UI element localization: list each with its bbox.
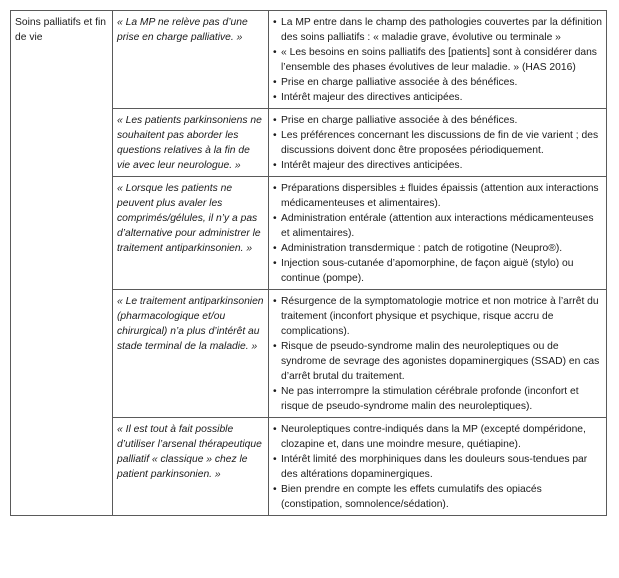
topic-cell: Soins palliatifs et fin de vie xyxy=(11,11,113,516)
list-item: • Intérêt majeur des directives anticipées. xyxy=(273,90,602,105)
list-item: • Les préférences concernant les discussions de fin de vie varient ; des discussions doivent donc être proposées périodiquement. xyxy=(273,128,602,158)
response-cell xyxy=(269,109,607,177)
response-cell xyxy=(269,290,607,418)
list-item: • Préparations dispersibles ± fluides épaissis (attention aux interactions médicamenteuses et alimentaires). xyxy=(273,181,602,211)
response-list xyxy=(273,422,602,512)
response-cell xyxy=(269,177,607,290)
response-list xyxy=(273,113,602,173)
list-item: • Bien prendre en compte les effets cumulatifs des opiacés (constipation, somnolence/sédation). xyxy=(273,482,602,512)
response-list xyxy=(273,294,602,414)
list-item: • Ne pas interrompre la stimulation cérébrale profonde (inconfort et risque de pseudo-syndrome malin des neuroleptiques). xyxy=(273,384,602,414)
list-item: • Neuroleptiques contre-indiqués dans la MP (excepté dompéridone, clozapine et, dans une moindre mesure, quétiapine). xyxy=(273,422,602,452)
list-item: • Prise en charge palliative associée à des bénéfices. xyxy=(273,113,602,128)
misconception-cell: « Il est tout à fait possible d’utiliser l’arsenal thérapeutique palliatif « classique » chez le patient parkinsonien. » xyxy=(113,418,269,516)
misconception-cell: « Les patients parkinsoniens ne souhaitent pas aborder les questions relatives à la fin de vie avec leur neurologue. » xyxy=(113,109,269,177)
list-item: • Intérêt majeur des directives anticipées. xyxy=(273,158,602,173)
list-item: • Résurgence de la symptomatologie motrice et non motrice à l’arrêt du traitement (inconfort physique et psychique, risque accru de complications). xyxy=(273,294,602,339)
list-item: • La MP entre dans le champ des pathologies couvertes par la définition des soins palliatifs : « maladie grave, évolutive ou terminale » xyxy=(273,15,602,45)
list-item: • Administration entérale (attention aux interactions médicamenteuses et alimentaires). xyxy=(273,211,602,241)
list-item: • Risque de pseudo-syndrome malin des neuroleptiques ou de syndrome de sevrage des agonistes dopaminergiques (SSAD) en cas d’arrêt brutal du traitement. xyxy=(273,339,602,384)
table-body xyxy=(11,11,607,516)
list-item: • Injection sous-cutanée d’apomorphine, de façon aiguë (stylo) ou continue (pompe). xyxy=(273,256,602,286)
response-cell xyxy=(269,418,607,516)
misconception-cell: « Lorsque les patients ne peuvent plus avaler les comprimés/gélules, il n’y a pas d’alternative pour administrer le traitement antiparkinsonien. » xyxy=(113,177,269,290)
list-item: • « Les besoins en soins palliatifs des [patients] sont à considérer dans l’ensemble des phases évolutives de leur maladie. » (HAS 2016) xyxy=(273,45,602,75)
palliative-care-table xyxy=(10,10,607,516)
response-list xyxy=(273,15,602,105)
list-item: • Administration transdermique : patch de rotigotine (Neupro®). xyxy=(273,241,602,256)
misconception-cell: « La MP ne relève pas d’une prise en charge palliative. » xyxy=(113,11,269,109)
response-cell xyxy=(269,11,607,109)
misconception-cell: « Le traitement antiparkinsonien (pharmacologique et/ou chirurgical) n’a plus d’intérêt au stade terminal de la maladie. » xyxy=(113,290,269,418)
list-item: • Prise en charge palliative associée à des bénéfices. xyxy=(273,75,602,90)
table-row xyxy=(11,11,607,109)
response-list xyxy=(273,181,602,286)
list-item: • Intérêt limité des morphiniques dans les douleurs sous-tendues par des altérations dopaminergiques. xyxy=(273,452,602,482)
